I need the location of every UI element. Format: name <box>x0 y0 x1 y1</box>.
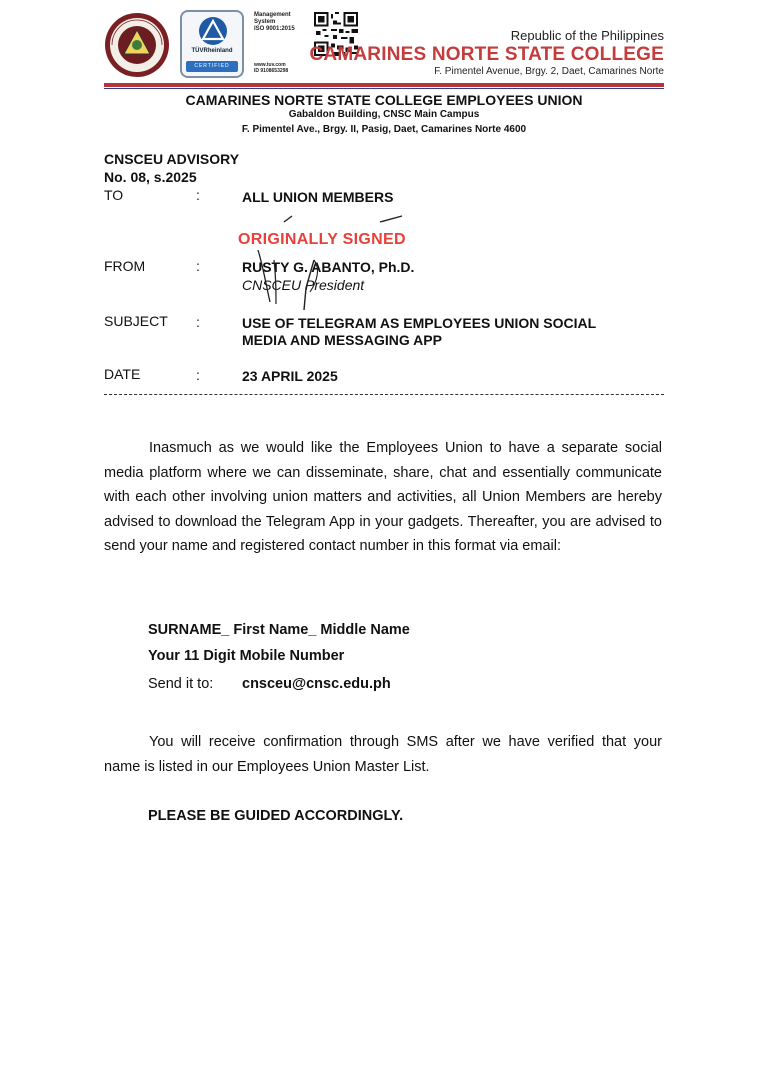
mgmt-line: System <box>254 19 276 25</box>
paragraph-2-text: You will receive confirmation through SMS after we have verified that your name is listed in our Employees Union Master List. <box>104 734 662 775</box>
tuv-certification-badge <box>180 10 244 78</box>
subject-line-1: USE OF TELEGRAM AS EMPLOYEES UNION SOCIAL <box>242 315 597 331</box>
republic-heading: Republic of the Philippines <box>510 28 664 43</box>
college-name: CAMARINES NORTE STATE COLLEGE <box>309 44 664 65</box>
mgmt-line: Management <box>254 12 291 18</box>
body-paragraph-1 <box>104 436 662 559</box>
send-to-label: Send it to: <box>148 676 214 692</box>
date-colon: : <box>196 367 200 383</box>
paragraph-1-text: Inasmuch as we would like the Employees Union to have a separate social media platform where we can disseminate, share, chat and essentially communicate with each other involving union matters and activities, all Union Members are hereby advised to download the Telegram App in your gadgets. Thereafter, you are advised to send your name and registered contact number in this format via email: <box>104 440 662 554</box>
date-value: 23 APRIL 2025 <box>242 368 338 384</box>
format-line-name: SURNAME_ First Name_ Middle Name <box>148 622 410 638</box>
originally-signed-stamp: ORIGINALLY SIGNED <box>238 231 406 248</box>
mgmt-line: ISO 9001:2015 <box>254 26 295 32</box>
college-address: F. Pimentel Avenue, Brgy. 2, Daet, Camarines Norte <box>434 66 664 77</box>
subject-label: SUBJECT <box>104 313 168 329</box>
union-address: F. Pimentel Ave., Brgy. II, Pasig, Daet, Camarines Norte 4600 <box>241 124 527 135</box>
from-colon: : <box>196 258 200 274</box>
letterhead-divider-red <box>104 83 664 87</box>
tuv-label: TÜVRheinland <box>191 48 233 54</box>
mgmt-caption <box>254 62 288 74</box>
send-to-email: cnsceu@cnsc.edu.ph <box>242 676 391 692</box>
tuv-triangle-icon <box>198 16 228 46</box>
closing-line: PLEASE BE GUIDED ACCORDINGLY. <box>148 808 404 824</box>
format-line-mobile: Your 11 Digit Mobile Number <box>148 648 345 664</box>
letterhead-divider-blue <box>104 88 664 89</box>
date-label: DATE <box>104 366 141 382</box>
body-paragraph-2 <box>104 730 662 779</box>
handwritten-signature <box>230 200 450 320</box>
management-system-text <box>254 12 314 33</box>
mgmt-url: www.tuv.com <box>254 62 286 68</box>
mgmt-id: ID 9108653298 <box>254 68 289 74</box>
advisory-number: No. 08, s.2025 <box>104 169 197 185</box>
college-seal-logo <box>104 12 170 78</box>
subject-line-2: MEDIA AND MESSAGING APP <box>242 332 442 348</box>
from-label: FROM <box>104 258 146 274</box>
union-building: Gabaldon Building, CNSC Main Campus <box>288 109 480 120</box>
memo-divider <box>104 394 664 395</box>
tuv-certified-label: CERTIFIED <box>186 61 238 72</box>
to-colon: : <box>196 187 200 203</box>
to-value: ALL UNION MEMBERS <box>242 189 394 205</box>
subject-colon: : <box>196 314 200 330</box>
advisory-title: CNSCEU ADVISORY <box>104 151 240 167</box>
union-name: CAMARINES NORTE STATE COLLEGE EMPLOYEES UNION <box>185 92 583 108</box>
from-title: CNSCEU President <box>242 277 365 293</box>
from-name: RUSTY G. ABANTO, Ph.D. <box>242 259 415 275</box>
to-label: TO <box>104 187 124 203</box>
